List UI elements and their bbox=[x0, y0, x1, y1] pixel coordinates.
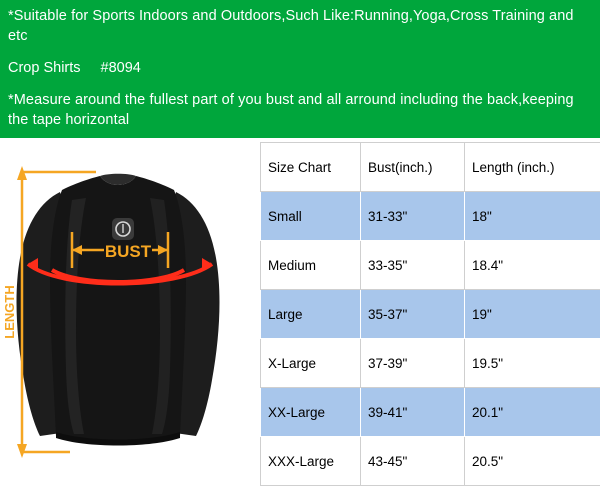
header-spacer bbox=[8, 46, 592, 58]
cell-size: Medium bbox=[261, 241, 361, 290]
size-chart-table bbox=[260, 142, 600, 486]
product-sku: #8094 bbox=[100, 60, 141, 76]
size-chart-table-wrap bbox=[260, 142, 600, 486]
cell-length: 18" bbox=[465, 192, 600, 241]
cell-length: 19.5" bbox=[465, 339, 600, 388]
circle-logo-icon bbox=[112, 218, 134, 240]
cell-bust: 43-45" bbox=[361, 437, 465, 486]
table-row bbox=[261, 192, 600, 241]
measure-instruction-text: *Measure around the fullest part of you bust and all arround including the back,keeping the tape horizontal bbox=[8, 92, 574, 128]
table-row bbox=[261, 241, 600, 290]
cell-bust: 33-35" bbox=[361, 241, 465, 290]
cell-bust: 37-39" bbox=[361, 339, 465, 388]
cell-size: XXX-Large bbox=[261, 437, 361, 486]
cell-size: Small bbox=[261, 192, 361, 241]
length-label: LENGTH bbox=[2, 285, 17, 339]
column-header-size: Size Chart bbox=[261, 143, 361, 192]
garment-illustration bbox=[0, 140, 262, 488]
bust-label: BUST bbox=[104, 242, 152, 261]
cell-size: XX-Large bbox=[261, 388, 361, 437]
cell-size: Large bbox=[261, 290, 361, 339]
column-header-bust: Bust(inch.) bbox=[361, 143, 465, 192]
table-row bbox=[261, 388, 600, 437]
table-row bbox=[261, 290, 600, 339]
cell-bust: 31-33" bbox=[361, 192, 465, 241]
shirt-diagram bbox=[0, 140, 262, 488]
table-row bbox=[261, 437, 600, 486]
cell-bust: 39-41" bbox=[361, 388, 465, 437]
table-row bbox=[261, 339, 600, 388]
cell-length: 18.4" bbox=[465, 241, 600, 290]
header-spacer-2 bbox=[8, 78, 592, 90]
cell-length: 20.1" bbox=[465, 388, 600, 437]
suitable-for-text: *Suitable for Sports Indoors and Outdoors,Such Like:Running,Yoga,Cross Training and etc bbox=[8, 8, 574, 44]
cell-bust: 35-37" bbox=[361, 290, 465, 339]
cell-length: 20.5" bbox=[465, 437, 600, 486]
product-title: Crop Shirts bbox=[8, 60, 81, 76]
shirt-shape bbox=[17, 174, 220, 446]
cell-size: X-Large bbox=[261, 339, 361, 388]
product-title-row bbox=[8, 58, 592, 78]
table-header-row bbox=[261, 143, 600, 192]
cell-length: 19" bbox=[465, 290, 600, 339]
column-header-length: Length (inch.) bbox=[465, 143, 600, 192]
header-banner bbox=[0, 0, 600, 138]
